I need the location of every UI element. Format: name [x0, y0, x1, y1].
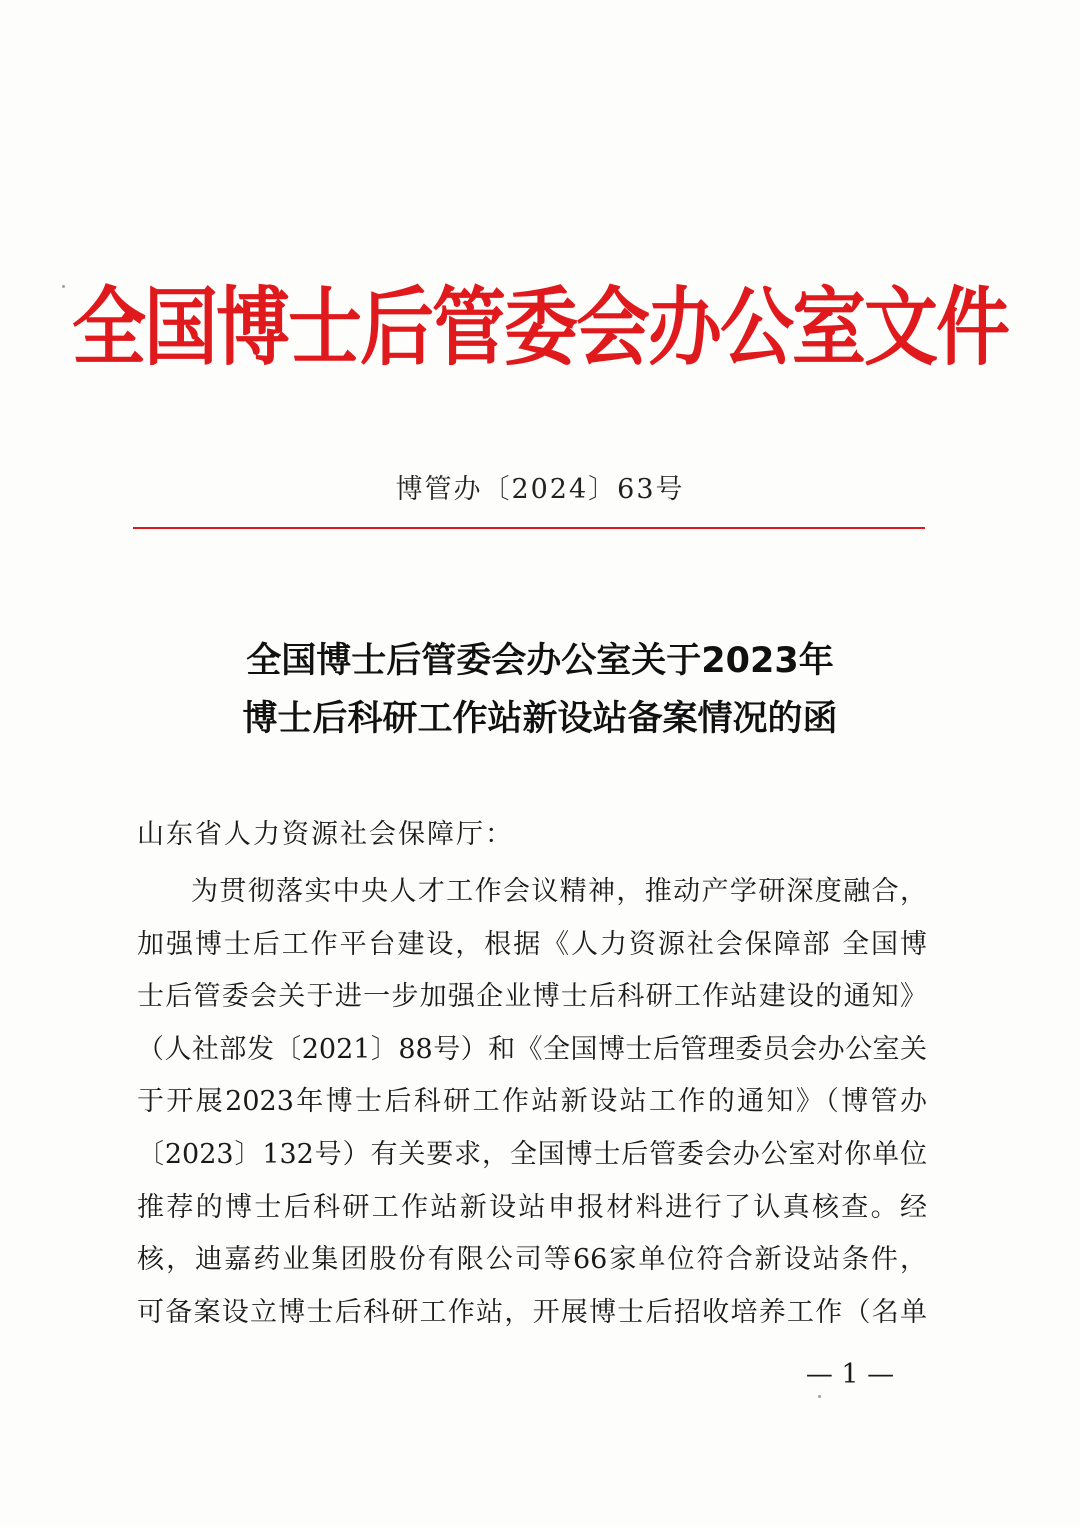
body-text: [137, 870, 927, 1343]
body-line: （人社部发〔2021〕88号）和《全国博士后管理委员会办公室关: [137, 1033, 927, 1065]
body-line: 于开展2023年博士后科研工作站新设站工作的通知》（博管办: [137, 1086, 927, 1118]
body-line: 核，迪嘉药业集团股份有限公司等66家单位符合新设站条件，: [137, 1244, 927, 1276]
body-line: 加强博士后工作平台建设，根据《人力资源社会保障部 全国博: [137, 928, 927, 960]
body-line: 为贯彻落实中央人才工作会议精神，推动产学研深度融合，: [191, 876, 927, 907]
body-line: 〔2023〕132号）有关要求，全国博士后管委会办公室对你单位: [137, 1138, 927, 1170]
title-line-2: 博士后科研工作站新设站备案情况的函: [242, 699, 838, 739]
body-line: 士后管委会关于进一步加强企业博士后科研工作站建设的通知》: [137, 981, 927, 1013]
body-line: 推荐的博士后科研工作站新设站申报材料进行了认真核查。经: [137, 1191, 927, 1223]
red-separator-line: [133, 527, 925, 529]
document-masthead: 全国博士后管委会办公室文件: [72, 278, 1008, 378]
scan-speck: [818, 1395, 821, 1398]
document-title: [0, 633, 1080, 747]
page-number: — 1 —: [805, 1359, 895, 1390]
document-number: 博管办〔2024〕63号: [395, 474, 685, 505]
title-line-1: 全国博士后管委会办公室关于2023年: [246, 641, 834, 681]
body-line: 可备案设立博士后科研工作站，开展博士后招收培养工作（名单: [137, 1296, 927, 1328]
salutation: 山东省人力资源社会保障厅：: [137, 819, 514, 850]
